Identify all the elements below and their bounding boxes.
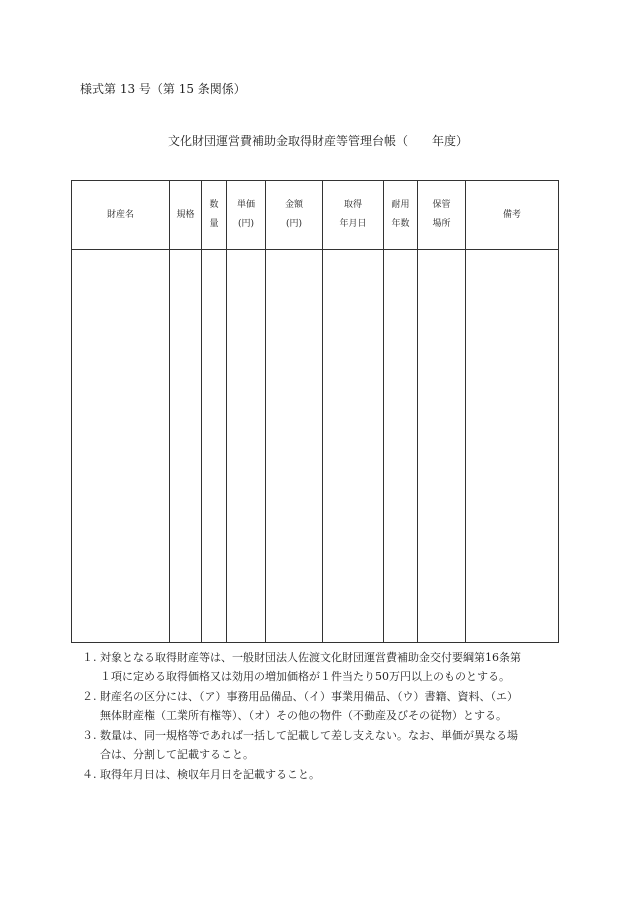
cell-property-name (72, 250, 170, 643)
cell-unit-price (227, 250, 266, 643)
header-label: 年数 (391, 219, 410, 229)
cell-specification (170, 250, 202, 643)
header-label: (円) (237, 219, 255, 229)
note-number: ４. (82, 768, 97, 781)
column-header-storage-location (418, 181, 466, 250)
cell-storage-location (418, 250, 466, 643)
header-label: (円) (285, 219, 303, 229)
note-number: １. (82, 651, 97, 664)
header-label: 金額 (284, 200, 303, 210)
note-text (100, 648, 562, 686)
cell-acquisition-date (323, 250, 384, 643)
header-label: 備考 (502, 209, 521, 220)
column-header-amount (266, 181, 323, 250)
note-item (82, 648, 562, 686)
header-label: 数 (209, 200, 219, 210)
header-label: 保管 (432, 200, 451, 210)
note-line: １項に定める取得価格又は効用の増加価格が１件当たり50万円以上のものとする。 (100, 670, 510, 683)
cell-useful-life (384, 250, 418, 643)
cell-remarks (466, 250, 559, 643)
note-line: 財産名の区分には、（ア）事務用品備品、（イ）事業用備品、（ウ）書籍、資料、（エ） (100, 690, 518, 703)
note-text (100, 687, 562, 725)
header-label: 場所 (432, 219, 451, 229)
header-label: 耐用 (391, 200, 410, 210)
column-header-acquisition-date (323, 181, 384, 250)
note-item (82, 726, 562, 764)
column-header-quantity (202, 181, 227, 250)
note-line: 対象となる取得財産等は、一般財団法人佐渡文化財団運営費補助金交付要綱第16条第 (100, 651, 521, 664)
document-title: 文化財団運営費補助金取得財産等管理台帳（ 年度） (168, 134, 469, 148)
note-number: ２. (82, 690, 97, 703)
property-register-table (71, 180, 559, 643)
note-line: 無体財産権（工業所有権等）、（オ）その他の物件（不動産及びその従物）とする。 (100, 709, 507, 722)
header-label: 単価 (236, 200, 255, 210)
column-header-useful-life (384, 181, 418, 250)
form-number: 様式第 13 号（第 15 条関係） (80, 82, 246, 96)
note-text (100, 726, 562, 764)
column-header-property-name (72, 181, 170, 250)
notes-list (82, 648, 562, 785)
table-header-row (72, 181, 559, 250)
column-header-specification (170, 181, 202, 250)
note-number: ３. (82, 729, 97, 742)
header-label: 量 (209, 219, 219, 229)
cell-amount (266, 250, 323, 643)
note-text (100, 765, 562, 784)
header-label: 規格 (176, 209, 195, 220)
column-header-unit-price (227, 181, 266, 250)
note-line: 取得年月日は、検収年月日を記載すること。 (100, 768, 320, 781)
header-label: 財産名 (106, 209, 134, 220)
note-line: 合は、分割して記載すること。 (100, 748, 254, 761)
note-line: 数量は、同一規格等であれば一括して記載して差し支えない。なお、単価が異なる場 (100, 729, 518, 742)
header-label: 取得 (343, 200, 362, 210)
note-item (82, 687, 562, 725)
cell-quantity (202, 250, 227, 643)
table-body-row (72, 250, 559, 643)
header-label: 年月日 (339, 219, 367, 229)
column-header-remarks (466, 181, 559, 250)
note-item (82, 765, 562, 784)
